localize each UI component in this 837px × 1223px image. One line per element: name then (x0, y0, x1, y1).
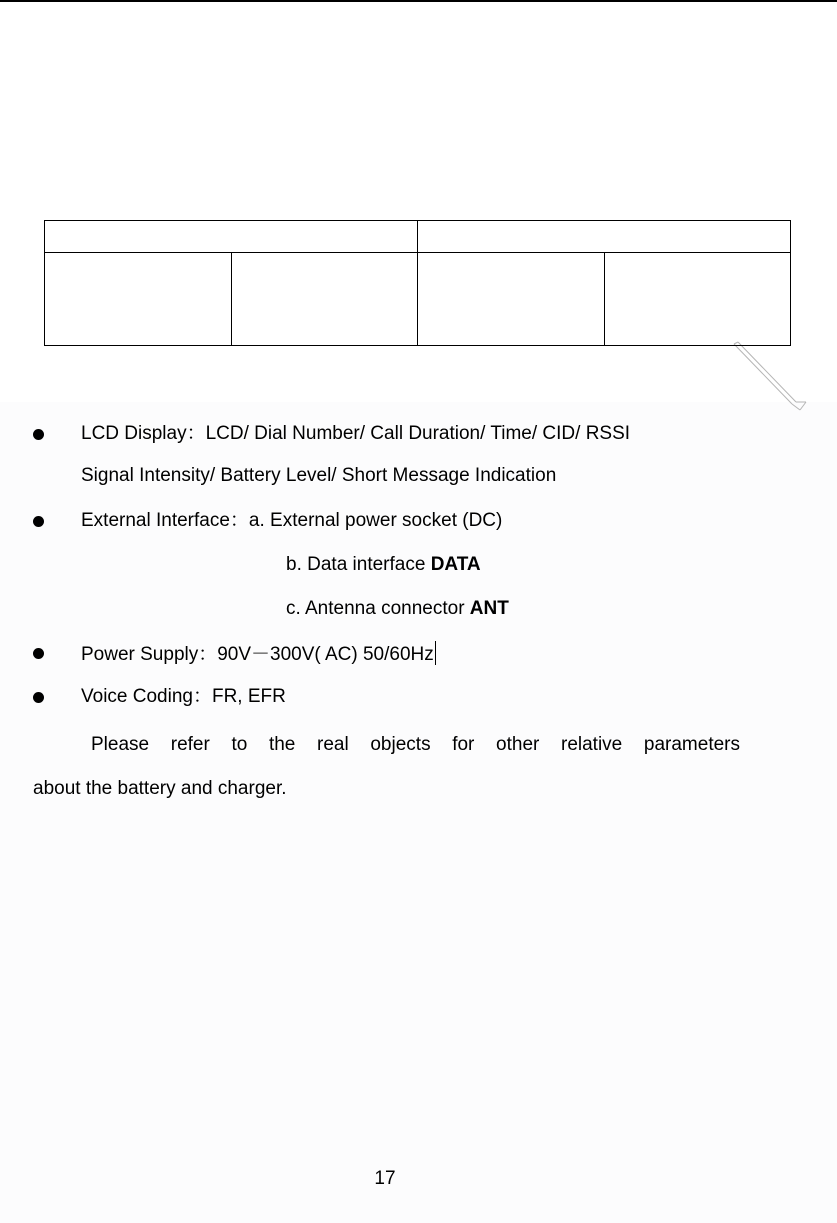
table-cell (231, 253, 418, 346)
watermark-mark (722, 338, 822, 418)
subitem-text: c. Antenna connector (286, 598, 470, 619)
table-header-cell (418, 221, 791, 253)
table-cell (604, 253, 791, 346)
spec-table (44, 220, 791, 346)
subitem-bold: ANT (469, 598, 509, 619)
spec-label: External Interface： (81, 510, 249, 531)
spec-label: Power Supply： (81, 644, 218, 665)
spec-value: LCD/ Dial Number/ Call Duration/ Time/ CID/ RSSI (205, 423, 631, 444)
spec-item-lcd-continuation: Signal Intensity/ Battery Level/ Short Message Indication (81, 465, 557, 486)
text-cursor (435, 641, 436, 665)
table-row (45, 253, 791, 346)
spec-subitem-data (286, 553, 481, 577)
table-cell (418, 253, 605, 346)
page-number: 17 (374, 1168, 396, 1189)
spec-item-external (81, 509, 502, 533)
subitem-text: b. Data interface (286, 554, 431, 575)
bullet-icon (33, 516, 44, 527)
spec-label: Voice Coding： (81, 686, 212, 707)
table-header-row (45, 221, 791, 253)
spec-value: 90V－300V( AC) 50/60Hz (217, 644, 434, 665)
spec-subitem-antenna (286, 597, 509, 621)
bullet-icon (33, 429, 44, 440)
note-line-1: Please refer to the real objects for other relative parameters (91, 734, 740, 755)
spec-item-power (81, 641, 436, 667)
top-rule (0, 0, 837, 2)
spec-label: LCD Display： (81, 423, 206, 444)
table-cell (45, 253, 232, 346)
spec-value: a. External power socket (DC) (248, 510, 503, 531)
spec-item-lcd (81, 422, 630, 446)
spec-item-voice (81, 685, 286, 709)
note-line-2: about the battery and charger. (33, 778, 287, 799)
spec-value: FR, EFR (211, 686, 286, 707)
subitem-bold: DATA (430, 554, 481, 575)
table-header-cell (45, 221, 418, 253)
bullet-icon (33, 692, 44, 703)
bullet-icon (33, 648, 44, 659)
